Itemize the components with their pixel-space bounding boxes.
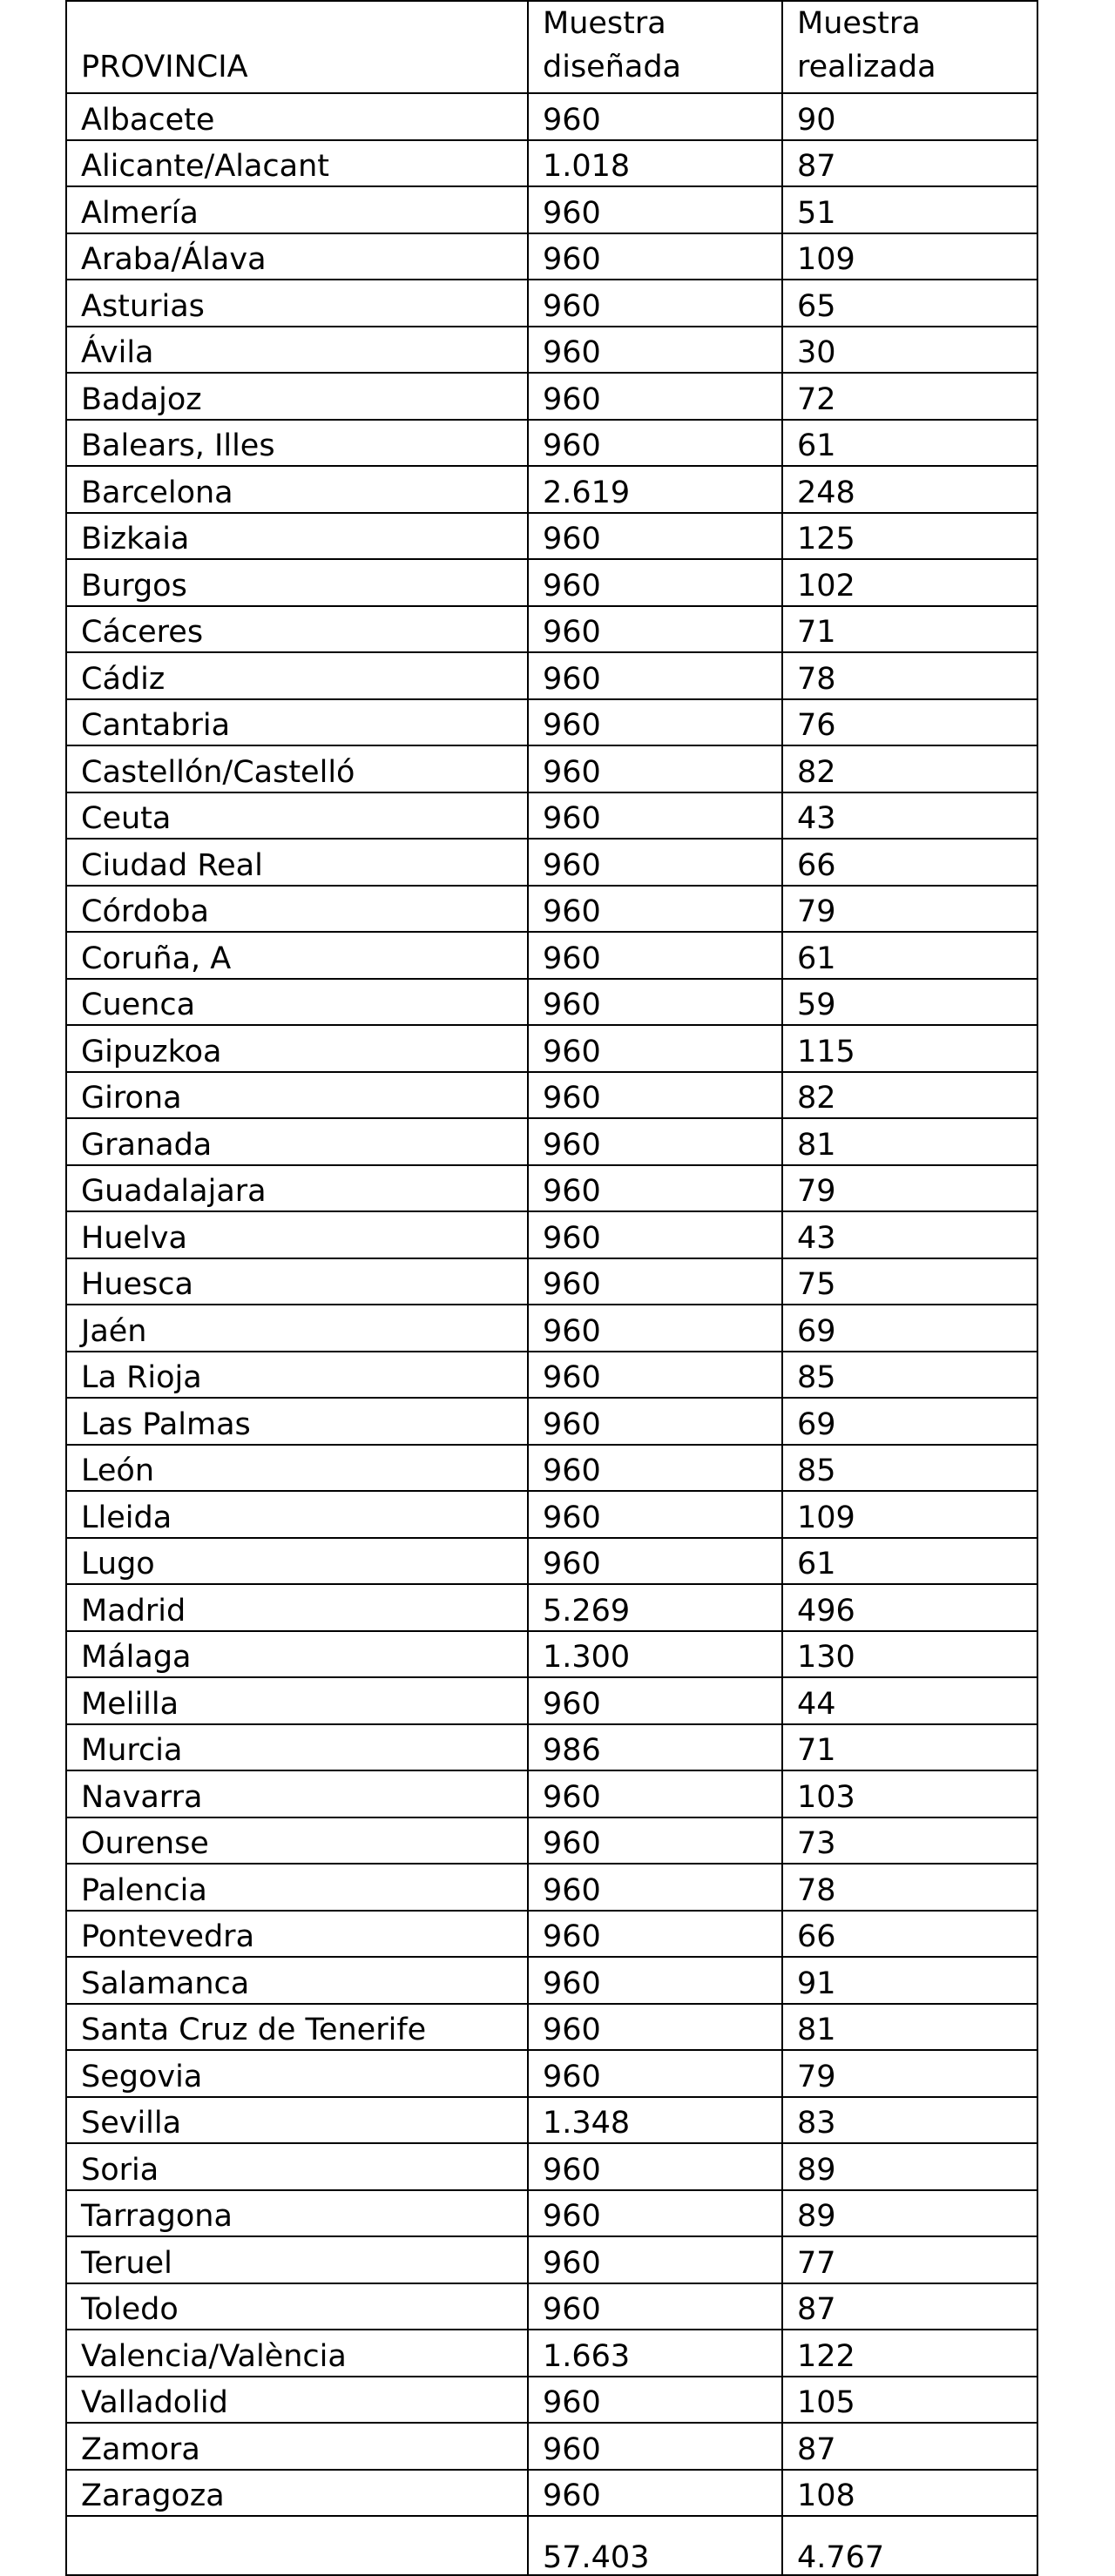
cell-muestra-disenada: 960 [528, 1817, 782, 1865]
cell-muestra-realizada: 69 [782, 1398, 1037, 1445]
cell-provincia: Segovia [66, 2050, 528, 2097]
cell-muestra-disenada: 960 [528, 1305, 782, 1352]
cell-muestra-realizada: 78 [782, 1864, 1037, 1911]
cell-provincia: Guadalajara [66, 1165, 528, 1212]
cell-provincia: Cáceres [66, 606, 528, 653]
cell-muestra-realizada: 496 [782, 1584, 1037, 1631]
cell-muestra-disenada: 960 [528, 2050, 782, 2097]
cell-muestra-disenada: 960 [528, 1957, 782, 2004]
total-label [66, 2516, 528, 2575]
table-row [66, 932, 1037, 979]
cell-muestra-disenada: 960 [528, 2423, 782, 2470]
cell-provincia: Ávila [66, 327, 528, 374]
cell-muestra-realizada: 43 [782, 1211, 1037, 1258]
table-row [66, 2377, 1037, 2424]
cell-muestra-realizada: 85 [782, 1352, 1037, 1399]
cell-provincia: Castellón/Castelló [66, 745, 528, 792]
cell-muestra-disenada: 960 [528, 420, 782, 467]
cell-provincia: Madrid [66, 1584, 528, 1631]
table-row [66, 2004, 1037, 2051]
cell-muestra-realizada: 71 [782, 1724, 1037, 1771]
cell-provincia: Barcelona [66, 466, 528, 513]
cell-muestra-realizada: 115 [782, 1025, 1037, 1072]
cell-provincia: León [66, 1445, 528, 1492]
table-row [66, 1957, 1037, 2004]
table-row [66, 2097, 1037, 2144]
header-realizada-line1: Muestra [797, 6, 921, 41]
cell-provincia: Toledo [66, 2283, 528, 2330]
table-row [66, 327, 1037, 374]
table-row [66, 1538, 1037, 1585]
cell-muestra-realizada: 76 [782, 699, 1037, 746]
table-row [66, 1258, 1037, 1305]
cell-muestra-disenada: 960 [528, 1491, 782, 1538]
table-row [66, 1398, 1037, 1445]
cell-muestra-realizada: 102 [782, 559, 1037, 606]
cell-muestra-realizada: 125 [782, 513, 1037, 560]
cell-muestra-disenada: 1.663 [528, 2330, 782, 2377]
cell-muestra-realizada: 78 [782, 652, 1037, 699]
total-muestra-disenada: 57.403 [528, 2516, 782, 2575]
cell-muestra-realizada: 66 [782, 1911, 1037, 1958]
cell-muestra-disenada: 960 [528, 1398, 782, 1445]
cell-muestra-realizada: 87 [782, 2283, 1037, 2330]
table-row [66, 2190, 1037, 2237]
table-row [66, 1724, 1037, 1771]
cell-muestra-realizada: 79 [782, 886, 1037, 933]
cell-provincia: Balears, Illes [66, 420, 528, 467]
cell-muestra-disenada: 960 [528, 1770, 782, 1817]
cell-muestra-realizada: 109 [782, 233, 1037, 280]
table-row [66, 792, 1037, 840]
cell-provincia: Córdoba [66, 886, 528, 933]
cell-muestra-disenada: 960 [528, 1445, 782, 1492]
table-row [66, 2050, 1037, 2097]
cell-muestra-disenada: 960 [528, 1911, 782, 1958]
cell-provincia: Zaragoza [66, 2470, 528, 2517]
cell-muestra-realizada: 105 [782, 2377, 1037, 2424]
cell-muestra-disenada: 960 [528, 1165, 782, 1212]
table-row [66, 373, 1037, 420]
cell-provincia: Cádiz [66, 652, 528, 699]
table-row [66, 699, 1037, 746]
cell-muestra-realizada: 87 [782, 140, 1037, 187]
cell-provincia: Cantabria [66, 699, 528, 746]
cell-provincia: Alicante/Alacant [66, 140, 528, 187]
cell-muestra-realizada: 82 [782, 745, 1037, 792]
cell-muestra-disenada: 2.619 [528, 466, 782, 513]
header-muestra-disenada [528, 1, 782, 93]
cell-provincia: Lleida [66, 1491, 528, 1538]
cell-muestra-disenada: 986 [528, 1724, 782, 1771]
cell-muestra-disenada: 1.300 [528, 1631, 782, 1678]
table-row [66, 2423, 1037, 2470]
cell-muestra-disenada: 960 [528, 2470, 782, 2517]
cell-muestra-disenada: 960 [528, 280, 782, 327]
header-provincia: PROVINCIA [66, 1, 528, 93]
cell-muestra-disenada: 960 [528, 559, 782, 606]
cell-muestra-disenada: 960 [528, 1677, 782, 1724]
table-row [66, 1584, 1037, 1631]
cell-provincia: Huelva [66, 1211, 528, 1258]
cell-muestra-disenada: 960 [528, 2236, 782, 2283]
table-row [66, 1677, 1037, 1724]
cell-muestra-realizada: 122 [782, 2330, 1037, 2377]
cell-provincia: Valladolid [66, 2377, 528, 2424]
cell-muestra-realizada: 248 [782, 466, 1037, 513]
cell-muestra-disenada: 960 [528, 886, 782, 933]
cell-muestra-realizada: 108 [782, 2470, 1037, 2517]
cell-muestra-disenada: 960 [528, 2143, 782, 2190]
cell-provincia: Palencia [66, 1864, 528, 1911]
table-row [66, 559, 1037, 606]
table-row [66, 140, 1037, 187]
cell-muestra-disenada: 960 [528, 233, 782, 280]
cell-provincia: Badajoz [66, 373, 528, 420]
header-realizada-line2: realizada [797, 50, 936, 84]
table-row [66, 233, 1037, 280]
cell-muestra-realizada: 61 [782, 1538, 1037, 1585]
table-row [66, 652, 1037, 699]
cell-muestra-realizada: 90 [782, 93, 1037, 140]
cell-provincia: Albacete [66, 93, 528, 140]
table-row [66, 1770, 1037, 1817]
cell-provincia: Araba/Álava [66, 233, 528, 280]
table-row [66, 2283, 1037, 2330]
cell-muestra-realizada: 91 [782, 1957, 1037, 2004]
cell-muestra-realizada: 109 [782, 1491, 1037, 1538]
cell-muestra-realizada: 82 [782, 1072, 1037, 1119]
cell-muestra-realizada: 83 [782, 2097, 1037, 2144]
cell-muestra-realizada: 30 [782, 327, 1037, 374]
table-row [66, 2143, 1037, 2190]
cell-muestra-disenada: 960 [528, 513, 782, 560]
cell-muestra-realizada: 61 [782, 420, 1037, 467]
table-row [66, 606, 1037, 653]
cell-muestra-disenada: 960 [528, 839, 782, 886]
cell-provincia: Navarra [66, 1770, 528, 1817]
cell-muestra-disenada: 1.348 [528, 2097, 782, 2144]
cell-muestra-realizada: 59 [782, 979, 1037, 1026]
table-row [66, 93, 1037, 140]
cell-muestra-disenada: 960 [528, 1025, 782, 1072]
cell-muestra-disenada: 960 [528, 1864, 782, 1911]
cell-muestra-disenada: 960 [528, 93, 782, 140]
cell-muestra-realizada: 71 [782, 606, 1037, 653]
cell-muestra-realizada: 87 [782, 2423, 1037, 2470]
table-row [66, 1165, 1037, 1212]
cell-provincia: Teruel [66, 2236, 528, 2283]
table-row [66, 420, 1037, 467]
total-muestra-realizada: 4.767 [782, 2516, 1037, 2575]
table-row [66, 1305, 1037, 1352]
table-row [66, 280, 1037, 327]
cell-muestra-realizada: 73 [782, 1817, 1037, 1865]
table-row [66, 2236, 1037, 2283]
cell-muestra-disenada: 960 [528, 1211, 782, 1258]
cell-provincia: Tarragona [66, 2190, 528, 2237]
header-disenada-line2: diseñada [543, 50, 682, 84]
cell-muestra-disenada: 960 [528, 1538, 782, 1585]
cell-muestra-realizada: 79 [782, 2050, 1037, 2097]
header-muestra-realizada [782, 1, 1037, 93]
table-row [66, 1025, 1037, 1072]
cell-muestra-realizada: 51 [782, 186, 1037, 233]
table-row [66, 1491, 1037, 1538]
cell-provincia: La Rioja [66, 1352, 528, 1399]
table-row [66, 979, 1037, 1026]
table-row [66, 2470, 1037, 2517]
cell-muestra-disenada: 960 [528, 186, 782, 233]
cell-muestra-realizada: 81 [782, 2004, 1037, 2051]
table-row [66, 839, 1037, 886]
cell-provincia: Cuenca [66, 979, 528, 1026]
cell-provincia: Ourense [66, 1817, 528, 1865]
cell-muestra-realizada: 65 [782, 280, 1037, 327]
table-row [66, 1352, 1037, 1399]
cell-muestra-realizada: 85 [782, 1445, 1037, 1492]
cell-muestra-realizada: 69 [782, 1305, 1037, 1352]
provinces-sample-table [65, 0, 1038, 2576]
cell-provincia: Bizkaia [66, 513, 528, 560]
cell-muestra-disenada: 5.269 [528, 1584, 782, 1631]
header-row [66, 1, 1037, 93]
cell-muestra-disenada: 960 [528, 2004, 782, 2051]
cell-muestra-realizada: 79 [782, 1165, 1037, 1212]
cell-provincia: Burgos [66, 559, 528, 606]
cell-muestra-disenada: 960 [528, 652, 782, 699]
cell-provincia: Girona [66, 1072, 528, 1119]
cell-provincia: Soria [66, 2143, 528, 2190]
cell-muestra-disenada: 960 [528, 1258, 782, 1305]
cell-muestra-disenada: 960 [528, 2190, 782, 2237]
cell-provincia: Pontevedra [66, 1911, 528, 1958]
cell-muestra-disenada: 960 [528, 2377, 782, 2424]
cell-provincia: Ceuta [66, 792, 528, 840]
cell-muestra-disenada: 960 [528, 1352, 782, 1399]
table-row [66, 1631, 1037, 1678]
cell-provincia: Zamora [66, 2423, 528, 2470]
total-row [66, 2516, 1037, 2575]
cell-muestra-disenada: 960 [528, 745, 782, 792]
table-row [66, 1118, 1037, 1165]
cell-muestra-disenada: 960 [528, 1118, 782, 1165]
cell-provincia: Salamanca [66, 1957, 528, 2004]
cell-muestra-disenada: 960 [528, 327, 782, 374]
cell-muestra-disenada: 960 [528, 932, 782, 979]
cell-muestra-disenada: 960 [528, 606, 782, 653]
cell-muestra-realizada: 89 [782, 2190, 1037, 2237]
cell-muestra-disenada: 960 [528, 699, 782, 746]
cell-provincia: Sevilla [66, 2097, 528, 2144]
cell-provincia: Lugo [66, 1538, 528, 1585]
table-row [66, 186, 1037, 233]
cell-muestra-realizada: 75 [782, 1258, 1037, 1305]
cell-provincia: Granada [66, 1118, 528, 1165]
table-row [66, 1817, 1037, 1865]
table-row [66, 1072, 1037, 1119]
cell-muestra-realizada: 61 [782, 932, 1037, 979]
cell-muestra-realizada: 130 [782, 1631, 1037, 1678]
header-disenada-line1: Muestra [543, 6, 666, 41]
cell-muestra-realizada: 44 [782, 1677, 1037, 1724]
cell-muestra-realizada: 89 [782, 2143, 1037, 2190]
cell-provincia: Málaga [66, 1631, 528, 1678]
cell-provincia: Murcia [66, 1724, 528, 1771]
table-row [66, 1911, 1037, 1958]
table-row [66, 466, 1037, 513]
table-row [66, 886, 1037, 933]
cell-muestra-realizada: 72 [782, 373, 1037, 420]
cell-muestra-disenada: 960 [528, 2283, 782, 2330]
cell-muestra-disenada: 960 [528, 1072, 782, 1119]
cell-provincia: Asturias [66, 280, 528, 327]
cell-provincia: Las Palmas [66, 1398, 528, 1445]
table-row [66, 745, 1037, 792]
cell-muestra-disenada: 960 [528, 979, 782, 1026]
cell-muestra-realizada: 81 [782, 1118, 1037, 1165]
cell-provincia: Valencia/València [66, 2330, 528, 2377]
table-row [66, 513, 1037, 560]
cell-muestra-disenada: 1.018 [528, 140, 782, 187]
cell-provincia: Santa Cruz de Tenerife [66, 2004, 528, 2051]
table-row [66, 1864, 1037, 1911]
cell-provincia: Melilla [66, 1677, 528, 1724]
cell-muestra-realizada: 43 [782, 792, 1037, 840]
cell-provincia: Almería [66, 186, 528, 233]
cell-muestra-disenada: 960 [528, 792, 782, 840]
cell-muestra-realizada: 66 [782, 839, 1037, 886]
cell-muestra-realizada: 77 [782, 2236, 1037, 2283]
table-row [66, 1445, 1037, 1492]
cell-provincia: Jaén [66, 1305, 528, 1352]
cell-provincia: Huesca [66, 1258, 528, 1305]
cell-muestra-disenada: 960 [528, 373, 782, 420]
cell-provincia: Coruña, A [66, 932, 528, 979]
table-row [66, 2330, 1037, 2377]
cell-muestra-realizada: 103 [782, 1770, 1037, 1817]
table-row [66, 1211, 1037, 1258]
cell-provincia: Gipuzkoa [66, 1025, 528, 1072]
cell-provincia: Ciudad Real [66, 839, 528, 886]
